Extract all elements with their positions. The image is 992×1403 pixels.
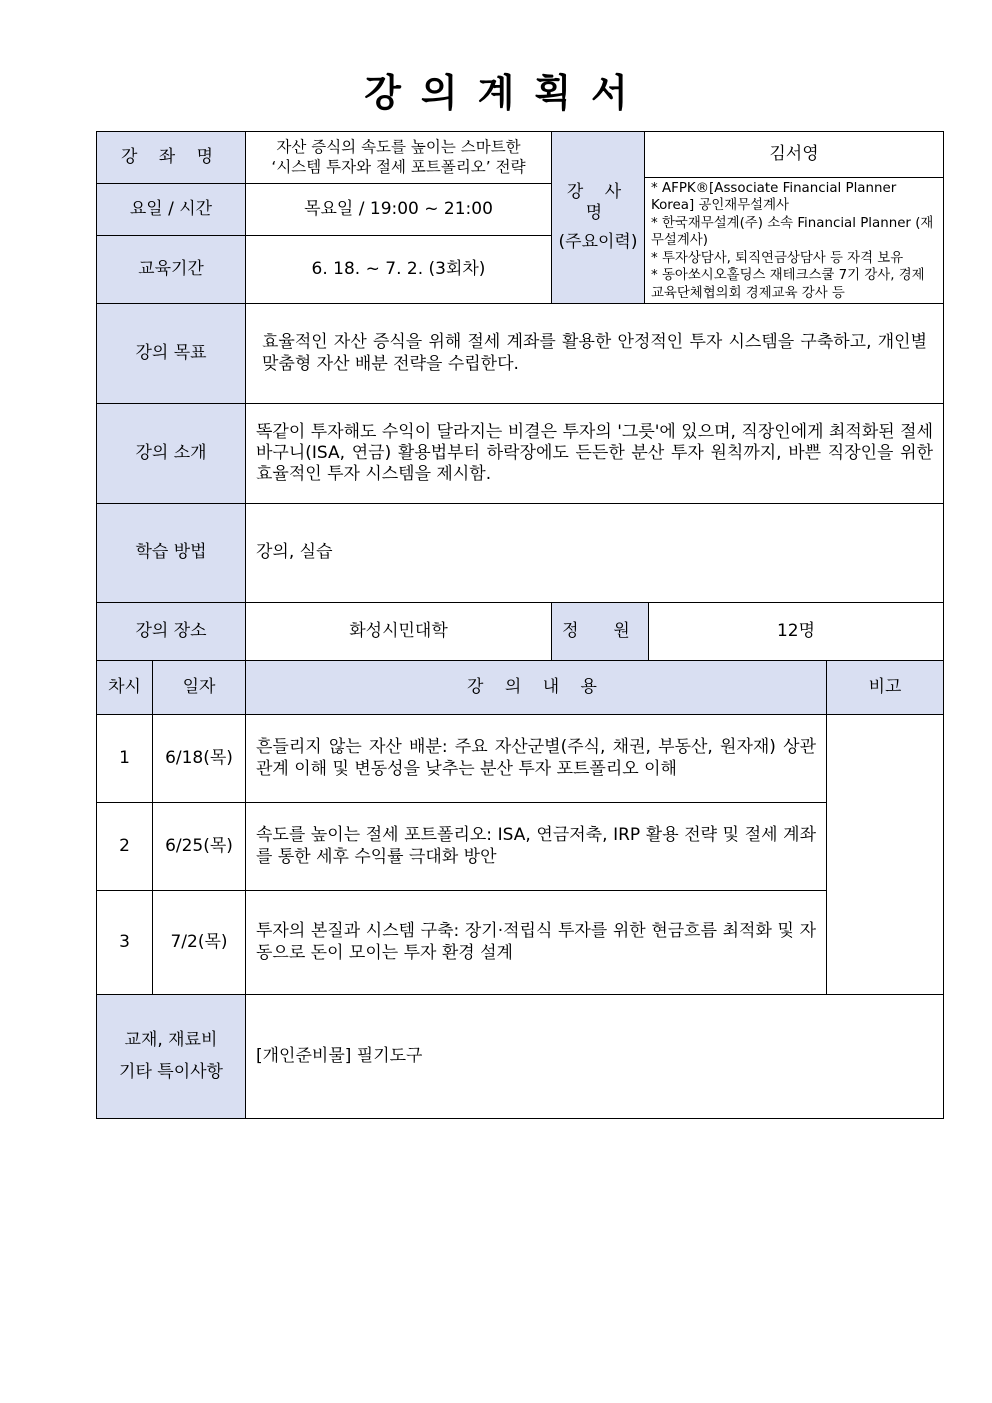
history-item: * 투자상담사, 퇴직연금상담사 등 자격 보유: [651, 250, 904, 266]
label-goal: 강의 목표: [96, 303, 246, 404]
label-materials-line1: 교재, 재료비: [124, 1030, 218, 1051]
session-no: 1: [96, 714, 153, 803]
label-capacity: 정 원: [551, 602, 649, 661]
place-value: 화성시민대학: [245, 602, 552, 661]
remarks-cell: [826, 714, 944, 995]
label-course-name: 강 좌 명: [96, 131, 246, 184]
course-name-line1: 자산 증식의 속도를 높이는 스마트한: [276, 138, 521, 157]
label-intro: 강의 소개: [96, 403, 246, 504]
label-instructor-main: 강 사 명: [566, 181, 630, 223]
session-date: 6/25(목): [152, 802, 246, 891]
session-content: 흔들리지 않는 자산 배분: 주요 자산군별(주식, 채권, 부동산, 원자재) 상관관계 이해 및 변동성을 낮추는 분산 투자 포트폴리오 이해: [245, 714, 827, 803]
history-item: * 동아쏘시오홀딩스 재테크스쿨 7기 강사, 경제교육단체협의회 경제교육 강사 등: [651, 268, 925, 301]
intro-value: 똑같이 투자해도 수익이 달라지는 비결은 투자의 '그릇'에 있으며, 직장인에게 최적화된 절세 바구니(ISA, 연금) 활용법부터 하락장에도 든든한 분산 투자 원칙까지, 바쁜 직장인을 위한 효율적인 투자 시스템을 제시함.: [245, 403, 944, 504]
label-place: 강의 장소: [96, 602, 246, 661]
instructor-history: [644, 177, 944, 304]
document-title: 강의계획서: [364, 71, 648, 115]
label-materials: [96, 994, 246, 1119]
goal-value: 효율적인 자산 증식을 위해 절세 계좌를 활용한 안정적인 투자 시스템을 구축하고, 개인별 맞춤형 자산 배분 전략을 수립한다.: [245, 303, 944, 404]
history-item: * AFPK®[Associate Financial Planner Korea] 공인재무설계사: [651, 181, 897, 214]
header-content: 강 의 내 용: [245, 660, 827, 715]
history-item: * 한국재무설계(주) 소속 Financial Planner (재무설계사): [651, 215, 934, 249]
label-method: 학습 방법: [96, 503, 246, 603]
session-content: 투자의 본질과 시스템 구축: 장기·적립식 투자를 위한 현금흐름 최적화 및 자동으로 돈이 모이는 투자 환경 설계: [245, 890, 827, 995]
label-day-time: 요일 / 시간: [96, 183, 246, 236]
label-instructor: [551, 131, 645, 304]
header-session-no: 차시: [96, 660, 153, 715]
header-remarks: 비고: [826, 660, 944, 715]
materials-value: [개인준비물] 필기도구: [245, 994, 944, 1119]
instructor-name: 김서영: [644, 131, 944, 178]
day-time-value: 목요일 / 19:00 ~ 21:00: [245, 183, 552, 236]
session-no: 2: [96, 802, 153, 891]
method-value: 강의, 실습: [245, 503, 944, 603]
period-value: 6. 18. ~ 7. 2. (3회차): [245, 235, 552, 304]
session-date: 7/2(목): [152, 890, 246, 995]
header-date: 일자: [152, 660, 246, 715]
course-name-line2: ‘시스템 투자와 절세 포트폴리오’ 전략: [271, 157, 526, 176]
session-no: 3: [96, 890, 153, 995]
session-date: 6/18(목): [152, 714, 246, 803]
course-name-value: [245, 131, 552, 184]
session-content: 속도를 높이는 절세 포트폴리오: ISA, 연금저축, IRP 활용 전략 및 절세 계좌를 통한 세후 수익률 극대화 방안: [245, 802, 827, 891]
label-materials-line2: 기타 특이사항: [119, 1061, 223, 1082]
capacity-value: 12명: [648, 602, 944, 661]
label-instructor-sub: (주요이력): [558, 232, 638, 253]
label-period: 교육기간: [96, 235, 246, 304]
